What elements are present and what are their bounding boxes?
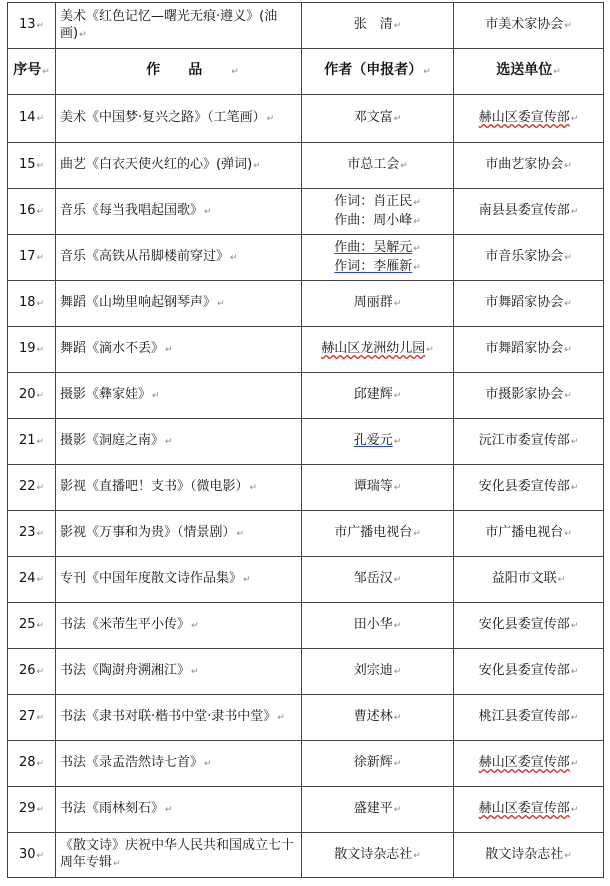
row-number: 21↵ (8, 419, 56, 465)
author: 作曲：吴解元↵ 作词：李雁新↵ (302, 235, 454, 281)
table-row (8, 189, 604, 235)
work-title: 音乐《每当我唱起国歌》↵ (56, 189, 302, 235)
row-number: 18↵ (8, 281, 56, 327)
author: 邹岳汉↵ (302, 557, 454, 603)
author: 徐新辉↵ (302, 741, 454, 787)
row-number: 26↵ (8, 649, 56, 695)
header-number: 序号↵ (8, 49, 56, 95)
work-title: 专刊《中国年度散文诗作品集》↵ (56, 557, 302, 603)
work-title: 舞蹈《滴水不丢》↵ (56, 327, 302, 373)
submitting-unit: 市音乐家协会↵ (454, 235, 604, 281)
works-table (7, 2, 604, 878)
table-row (8, 511, 604, 557)
table-row (8, 143, 604, 189)
row-number: 24↵ (8, 557, 56, 603)
submitting-unit: 市舞蹈家协会↵ (454, 327, 604, 373)
table-row (8, 557, 604, 603)
table-row (8, 649, 604, 695)
author: 邱建辉↵ (302, 373, 454, 419)
row-number: 27↵ (8, 695, 56, 741)
work-title: 《散文诗》庆祝中华人民共和国成立七十周年专辑↵ (56, 833, 302, 878)
submitting-unit: 南县县委宣传部↵ (454, 189, 604, 235)
table-row (8, 695, 604, 741)
table-row (8, 3, 604, 49)
table-row (8, 741, 604, 787)
work-title: 美术《中国梦·复兴之路》（工笔画）↵ (56, 95, 302, 143)
work-title: 书法《米芾生平小传》↵ (56, 603, 302, 649)
row-number: 16↵ (8, 189, 56, 235)
author: 市广播电视台↵ (302, 511, 454, 557)
author: 张 清↵ (302, 3, 454, 49)
row-number: 13↵ (8, 3, 56, 49)
table-row (8, 603, 604, 649)
submitting-unit: 沅江市委宣传部↵ (454, 419, 604, 465)
header-unit: 选送单位↵ (454, 49, 604, 95)
author: 孔爱元↵ (302, 419, 454, 465)
row-number: 14↵ (8, 95, 56, 143)
submitting-unit: 市广播电视台↵ (454, 511, 604, 557)
author: 田小华↵ (302, 603, 454, 649)
work-title: 舞蹈《山坳里响起钢琴声》↵ (56, 281, 302, 327)
row-number: 29↵ (8, 787, 56, 833)
row-number: 28↵ (8, 741, 56, 787)
row-number: 22↵ (8, 465, 56, 511)
work-title: 摄影《彝家娃》↵ (56, 373, 302, 419)
row-number: 25↵ (8, 603, 56, 649)
work-title: 美术《红色记忆—曙光无痕·遵义》(油画)↵ (56, 3, 302, 49)
submitting-unit: 安化县委宣传部↵ (454, 649, 604, 695)
table-row (8, 281, 604, 327)
submitting-unit: 市曲艺家协会↵ (454, 143, 604, 189)
author: 赫山区龙洲幼儿园↵ (302, 327, 454, 373)
work-title: 音乐《高铁从吊脚楼前穿过》↵ (56, 235, 302, 281)
table-row (8, 235, 604, 281)
table-row (8, 419, 604, 465)
author: 曹述林↵ (302, 695, 454, 741)
row-number: 20↵ (8, 373, 56, 419)
submitting-unit: 安化县委宣传部↵ (454, 603, 604, 649)
table-header-row (8, 49, 604, 95)
author: 刘宗迪↵ (302, 649, 454, 695)
header-author: 作者（申报者）↵ (302, 49, 454, 95)
submitting-unit: 赫山区委宣传部↵ (454, 787, 604, 833)
work-title: 书法《陶澍舟溯湘江》↵ (56, 649, 302, 695)
submitting-unit: 市摄影家协会↵ (454, 373, 604, 419)
work-title: 影视《直播吧！支书》（微电影）↵ (56, 465, 302, 511)
table-row (8, 787, 604, 833)
author: 市总工会↵ (302, 143, 454, 189)
submitting-unit: 市舞蹈家协会↵ (454, 281, 604, 327)
submitting-unit: 市美术家协会↵ (454, 3, 604, 49)
table-row (8, 373, 604, 419)
author: 周丽群↵ (302, 281, 454, 327)
row-number: 17↵ (8, 235, 56, 281)
work-title: 曲艺《白衣天使火红的心》(弹词)↵ (56, 143, 302, 189)
author: 作词：肖正民↵ 作曲：周小峰↵ (302, 189, 454, 235)
row-number: 15↵ (8, 143, 56, 189)
submitting-unit: 益阳市文联↵ (454, 557, 604, 603)
table-row (8, 327, 604, 373)
table-row (8, 833, 604, 878)
submitting-unit: 桃江县委宣传部↵ (454, 695, 604, 741)
author: 邓文富↵ (302, 95, 454, 143)
work-title: 书法《录孟浩然诗七首》↵ (56, 741, 302, 787)
work-title: 书法《雨林刻石》↵ (56, 787, 302, 833)
author: 盛建平↵ (302, 787, 454, 833)
row-number: 19↵ (8, 327, 56, 373)
work-title: 书法《隶书对联·楷书中堂·隶书中堂》↵ (56, 695, 302, 741)
work-title: 摄影《洞庭之南》↵ (56, 419, 302, 465)
row-number: 30↵ (8, 833, 56, 878)
table-row (8, 465, 604, 511)
submitting-unit: 赫山区委宣传部↵ (454, 95, 604, 143)
table-row (8, 95, 604, 143)
submitting-unit: 散文诗杂志社↵ (454, 833, 604, 878)
author: 散文诗杂志社↵ (302, 833, 454, 878)
submitting-unit: 安化县委宣传部↵ (454, 465, 604, 511)
author: 谭瑞等↵ (302, 465, 454, 511)
submitting-unit: 赫山区委宣传部↵ (454, 741, 604, 787)
header-work: 作品↵ (56, 49, 302, 95)
row-number: 23↵ (8, 511, 56, 557)
work-title: 影视《万事和为贵》（情景剧）↵ (56, 511, 302, 557)
